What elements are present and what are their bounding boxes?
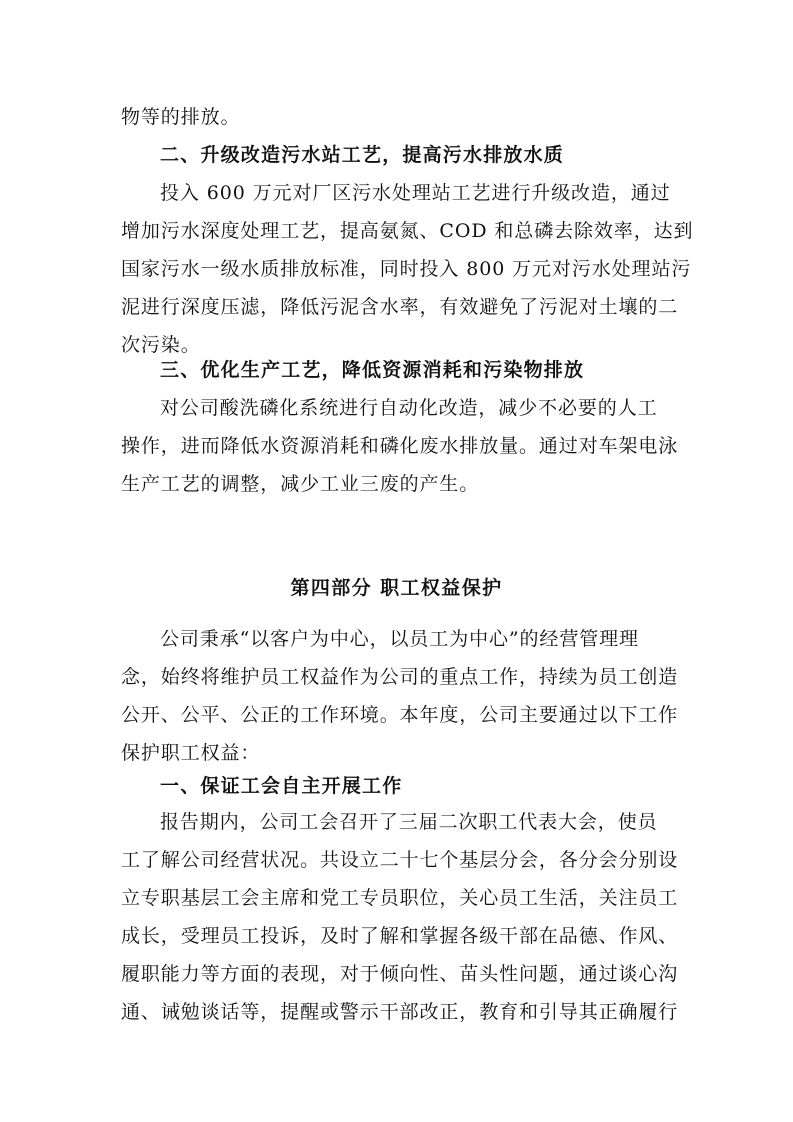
paragraph-line (0, 98, 793, 136)
paragraph-text: 国家污水一级水质排放标准，同时投入 800 万元对污水处理站污 (121, 258, 692, 280)
paragraph-line (0, 288, 793, 326)
paragraph-text: 公司秉承“以客户为中心，以员工为中心”的经营管理理 (160, 628, 639, 650)
paragraph-line (0, 803, 793, 841)
paragraph-line (0, 993, 793, 1031)
paragraph-text: 成长，受理员工投诉，及时了解和掌握各级干部在品德、作风、 (121, 925, 679, 947)
paragraph-line (0, 174, 793, 212)
paragraph-line (0, 389, 793, 427)
part4-title: 第四部分 职工权益保护 (290, 577, 503, 599)
section2-heading: 二、升级改造污水站工艺，提高污水排放水质 (160, 144, 565, 166)
paragraph-text: 投入 600 万元对厂区污水处理站工艺进行升级改造，通过 (160, 182, 671, 204)
paragraph-text: 立专职基层工会主席和党工专员职位，关心员工生活，关注员工 (121, 887, 679, 909)
paragraph-line (0, 841, 793, 879)
paragraph-line (0, 955, 793, 993)
paragraph-text: 念，始终将维护员工权益作为公司的重点工作，持续为员工创造 (121, 666, 679, 688)
paragraph-text: 次污染。 (121, 334, 201, 356)
section-heading (0, 767, 793, 805)
section3-heading: 三、优化生产工艺，降低资源消耗和污染物排放 (160, 359, 585, 381)
paragraph-text: 工了解公司经营状况。共设立二十七个基层分会，各分会分别设 (121, 849, 679, 871)
paragraph-text: 履职能力等方面的表现，对于倾向性、苗头性问题，通过谈心沟 (121, 963, 679, 985)
paragraph-line (0, 250, 793, 288)
paragraph-line (0, 917, 793, 955)
paragraph-text: 通、诫勉谈话等，提醒或警示干部改正，教育和引导其正确履行 (121, 1001, 679, 1023)
part-title (0, 569, 793, 607)
paragraph-text: 物等的排放。 (121, 106, 241, 128)
paragraph-text: 保护职工权益： (121, 742, 261, 764)
paragraph-text: 操作，进而降低水资源消耗和磷化废水排放量。通过对车架电泳 (121, 435, 679, 457)
section-heading (0, 351, 793, 389)
paragraph-text: 增加污水深度处理工艺，提高氨氮、COD 和总磷去除效率，达到 (121, 220, 694, 242)
paragraph-text: 公开、公平、公正的工作环境。本年度，公司主要通过以下工作 (121, 704, 679, 726)
paragraph-text: 对公司酸洗磷化系统进行自动化改造，减少不必要的人工 (160, 397, 658, 419)
paragraph-line (0, 620, 793, 658)
paragraph-line (0, 696, 793, 734)
paragraph-line (0, 427, 793, 465)
paragraph-line (0, 879, 793, 917)
paragraph-line (0, 465, 793, 503)
paragraph-text: 泥进行深度压滤，降低污泥含水率，有效避免了污泥对土壤的二 (121, 296, 679, 318)
subsection1-heading: 一、保证工会自主开展工作 (160, 775, 403, 797)
section-heading (0, 136, 793, 174)
paragraph-line (0, 658, 793, 696)
paragraph-text: 生产工艺的调整，减少工业三废的产生。 (121, 473, 480, 495)
paragraph-line (0, 212, 793, 250)
paragraph-text: 报告期内，公司工会召开了三届二次职工代表大会，使员 (160, 811, 658, 833)
